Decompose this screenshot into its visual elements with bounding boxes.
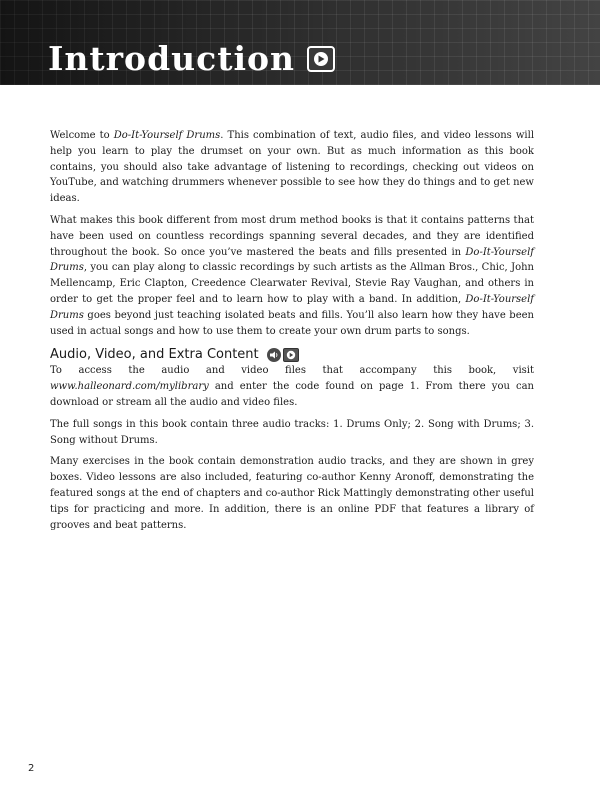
- intro-paragraph-2: [50, 213, 534, 339]
- exercises-paragraph: Many exercises in the book contain demonstration audio tracks, and they are shown in grey boxes. Video lessons are also included, featuring co-author Kenny Aronoff, demonstrating the featured songs at the end of chapters and co-author Rick Mattingly demonstrating other useful tips for practicing and more. In addition, there is an online PDF that features a library of grooves and beat patterns.: [50, 456, 534, 531]
- text-run: Welcome to: [50, 130, 114, 141]
- section-heading-text: Audio, Video, and Extra Content: [50, 347, 259, 363]
- text-run: goes beyond just teaching isolated beats and fills. You’ll also learn how they have been used in actual songs and how to use them to create your own drum parts to songs.: [50, 309, 534, 337]
- text-run: and enter the code found on page 1. From there you can download or stream all the audio and video files.: [50, 381, 534, 408]
- section-heading: [50, 347, 534, 362]
- video-play-icon: [283, 348, 299, 362]
- website-url: www.halleonard.com/mylibrary: [50, 381, 209, 393]
- page-title: Introduction: [48, 39, 296, 78]
- book-title: Do-It-Yourself Drums: [113, 130, 221, 141]
- media-icons: [267, 348, 299, 362]
- video-play-icon: [307, 46, 335, 72]
- text-run: What makes this book different from most drum method books is that it contains patterns that have been used on countless recordings spanning several decades, and they are identified throughout the book. So once you’ve mastered the beats and fills presented in: [50, 214, 534, 258]
- page-body: [50, 128, 534, 544]
- page-number: 2: [28, 763, 35, 774]
- access-paragraph: [50, 363, 534, 410]
- intro-paragraph-1: [50, 128, 534, 207]
- text-run: . This combination of text, audio files, and video lessons will help you learn to play the drumset on your own. But as much information as this book contains, you should also take advantage of listening to recordings, checking out videos on YouTube, and watching drummers whenever possible to see how they do things and to get new ideas.: [50, 130, 535, 205]
- tracks-paragraph: The full songs in this book contain three audio tracks: 1. Drums Only; 2. Song with Drums; 3. Song without Drums.: [50, 418, 534, 446]
- text-run: To access the audio and video files that accompany this book, visit: [50, 365, 534, 377]
- text-run: , you can play along to classic recordings by such artists as the Allman Bros., Chic, John Mellencamp, Eric Clapton, Creedence Clearwater Revival, Stevie Ray Vaughan, and others in order to get the proper feel and to learn how to play with a band. In addition,: [50, 262, 534, 305]
- audio-speaker-icon: [267, 348, 281, 362]
- title-group: [48, 39, 335, 78]
- book-title: Do-It-Yourself Drums: [50, 293, 534, 321]
- book-title: Do-It-Yourself Drums: [50, 246, 534, 274]
- header-banner: [0, 0, 600, 85]
